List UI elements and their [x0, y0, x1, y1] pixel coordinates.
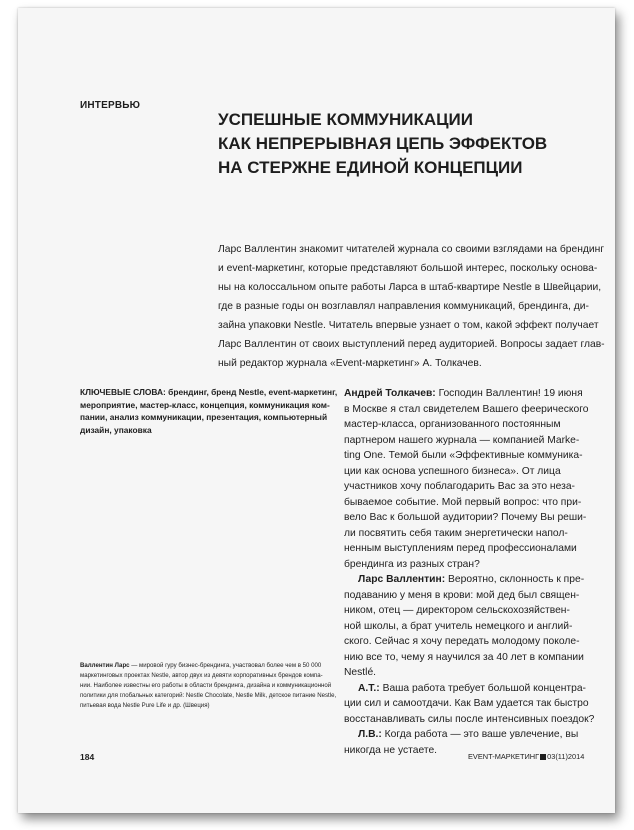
bio-line	[80, 661, 344, 671]
lead-line: Ларс Валлентин от своих выступлений перед аудиторией. Вопросы задает глав-	[218, 339, 605, 350]
interview-line	[344, 727, 614, 743]
interview-line: в Москве я стал свидетелем Вашего феерического	[344, 403, 589, 415]
interview-line: ского. Сейчас я хочу передать молодому поколе-	[344, 636, 580, 647]
keywords-line: пании, анализ коммуникации, презентация, компьютерный	[80, 412, 328, 422]
question-text: Господин Валлентин! 19 июня	[435, 388, 583, 399]
interview-line: участников хочу поблагодарить Вас за это неза-	[344, 481, 575, 492]
lead-line: ны на колоссальном опыте работы Ларса в штаб-квартире Nestle в Швейцарии,	[218, 282, 602, 293]
speaker-tolkachev: Андрей Толкачев:	[344, 388, 436, 399]
headline-line: НА СТЕРЖНЕ ЕДИНОЙ КОНЦЕПЦИИ	[218, 158, 523, 177]
interview-line	[344, 386, 614, 402]
interview-line: бываемое событие. Мой первый вопрос: что при-	[344, 496, 582, 508]
bio-name: Валлентин Ларс	[80, 662, 130, 669]
lead-line: и event-маркетинг, которые представляют большой интерес, поскольку основа-	[218, 263, 598, 274]
magazine-page	[18, 8, 615, 813]
footer-magazine-info	[468, 752, 584, 761]
bio-line: маркетинговых проектах Nestle, автор двух из девяти корпоративных брендов компа-	[80, 672, 323, 679]
question-text: Ваша работа требует большой концентра-	[379, 682, 586, 694]
lead-line: Ларс Валлентин знакомит читателей журнала со своими взглядами на брендинг	[218, 244, 605, 255]
lead-paragraph	[218, 240, 605, 373]
interview-line: партнером нашего журнала — компанией Marke-	[344, 434, 580, 446]
author-bio	[80, 661, 344, 711]
keywords-line: мероприятие, мастер-класс, концепция, коммуникация ком-	[80, 399, 330, 410]
interview-line: брендинга из разных стран?	[344, 558, 480, 570]
answer-text: Когда работа — это ваше увлечение, вы	[381, 729, 579, 740]
interview-line: ции сил и самоотдачи. Как Вам удается так быстро	[344, 698, 589, 709]
interview-line: ником, отец — директором сельскохозяйствен-	[344, 605, 570, 616]
lead-line: где в разные годы он возглавлял направления коммуникаций, брендинга, ди-	[218, 301, 589, 312]
magazine-name: EVENT-МАРКЕТИНГ	[468, 752, 540, 761]
keywords-line: КЛЮЧЕВЫЕ СЛОВА: брендинг, бренд Nestle, event-маркетинг,	[80, 387, 338, 397]
interview-line: подаванию у меня в крови: мой дед был священ-	[344, 589, 580, 601]
bio-line: нии. Наиболее известны его работы в области брендинга, дизайна и коммуникационной	[80, 682, 332, 689]
interview-line: нию все то, чему я научился за 40 лет в компании	[344, 651, 584, 663]
headline-line: КАК НЕПРЕРЫВНАЯ ЦЕПЬ ЭФФЕКТОВ	[218, 134, 548, 153]
interview-line: ненным выступлениям перед профессионалами	[344, 543, 577, 554]
interview-line: мастер-класса, организованного постоянным	[344, 419, 561, 430]
interview-line	[344, 572, 614, 588]
speaker-vallentin: Ларс Валлентин:	[358, 574, 446, 585]
interview-line: ли посвятить себя таким энергетически напол-	[344, 527, 568, 539]
interview-line: ting One. Темой были «Эффективные коммуника-	[344, 450, 583, 461]
square-separator-icon	[540, 754, 546, 760]
lead-line: зайна упаковки Nestle. Читатель впервые узнает о том, какой эффект получает	[218, 320, 599, 331]
lead-line: ный редактор журнала «Event-маркетинг» А. Толкачев.	[218, 358, 482, 369]
answer-text: Вероятно, склонность к пре-	[445, 574, 585, 585]
bio-line: политики для глобальных категорий: Nestle Chocolate, Nestle Milk, детское питание Nestle,	[80, 692, 337, 699]
page-number: 184	[80, 752, 95, 762]
interview-line: Nestlé.	[344, 667, 377, 678]
interview-line	[344, 681, 614, 697]
interview-line: ной школы, а брат учитель немецкого и англий-	[344, 620, 573, 632]
speaker-lv: Л.В.:	[358, 729, 382, 740]
interview-line: вело Вас к большой аудитории? Почему Вы реши-	[344, 512, 587, 523]
interview-line: никогда не устаете.	[344, 744, 438, 756]
rubric-label: ИНТЕРВЬЮ	[80, 100, 141, 111]
interview-line: восстанавливать силы после интенсивных поездок?	[344, 713, 595, 725]
headline-line: УСПЕШНЫЕ КОММУНИКАЦИИ	[218, 110, 473, 129]
article-headline	[218, 108, 608, 180]
interview-line: ции как основа успешного бизнеса». От лица	[344, 465, 561, 477]
speaker-at: А.Т.:	[358, 682, 380, 694]
keywords-block	[80, 386, 338, 436]
interview-text	[344, 386, 614, 758]
keywords-line: дизайн, упаковка	[80, 424, 152, 435]
bio-first-line: — мировой гуру бизнес-брендинга, участвовал более чем в 50 000	[129, 662, 322, 669]
bio-line: питьевая вода Nestle Pure Life и др. (Швеция)	[80, 702, 210, 709]
issue-number: 03(11)2014	[547, 752, 585, 761]
